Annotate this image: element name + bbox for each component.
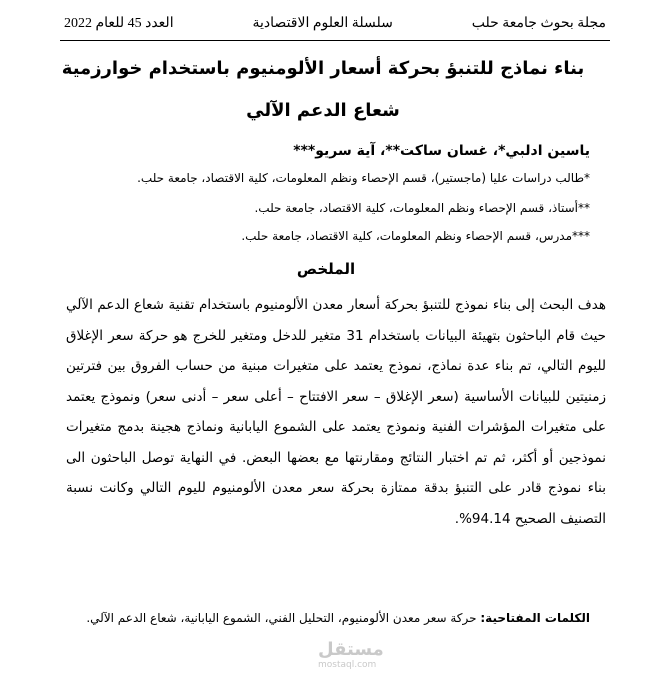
affiliation-1: *طالب دراسات عليا (ماجستير)، قسم الإحصاء ونظم المعلومات، كلية الاقتصاد، جامعة حلب. bbox=[137, 171, 590, 185]
header-rule bbox=[60, 40, 610, 41]
series-name: سلسلة العلوم الاقتصادية bbox=[252, 15, 393, 31]
abstract-heading: الملخص bbox=[296, 260, 356, 278]
affiliation-3: ***مدرس، قسم الإحصاء ونظم المعلومات، كلية الاقتصاد، جامعة حلب. bbox=[241, 229, 590, 243]
author-list: ياسين ادلبي*، غسان ساكت**، آية سريو*** bbox=[293, 143, 590, 159]
issue-info: العدد 45 للعام 2022 bbox=[64, 15, 174, 31]
journal-name: مجلة بحوث جامعة حلب bbox=[471, 15, 606, 31]
affiliation-2: **أستاذ، قسم الإحصاء ونظم المعلومات، كلية الاقتصاد، جامعة حلب. bbox=[254, 201, 590, 215]
mostaql-watermark bbox=[318, 639, 384, 670]
abstract-body: هدف البحث إلى بناء نموذج للتنبؤ بحركة أسعار معدن الألومنيوم باستخدام تقنية شعاع الدعم الآلي حيث قام الباحثون بتهيئة البيانات باستخدام 31 متغير للدخل ومتغير للخرج هو حركة سعر الإغلاق لليوم التالي، تم بناء عدة نماذج، نموذج يعتمد على متغيرات مبنية من حساب الفروق بين فترتين زمنيتين للبيانات الأساسية (سعر الإغلاق – سعر الافتتاح – أعلى سعر – أدنى سعر) ونموذج يعتمد على متغيرات المؤشرات الفنية ونموذج يعتمد على الشموع اليابانية ونماذج هجينة بدمج متغيرات نموذجين أو أكثر، ثم تم اختبار النتائج ومقارنتها مع بعضها البعض. في النهاية توصل الباحثون الى بناء نموذج قادر على التنبؤ بدقة ممتازة بحركة سعر معدن الألومنيوم لليوم التالي وكانت نسبة التصنيف الصحيح 94.14%. bbox=[66, 297, 607, 527]
keywords bbox=[60, 611, 590, 625]
running-header bbox=[64, 10, 606, 36]
keywords-label: الكلمات المفتاحية: bbox=[480, 611, 590, 625]
watermark-sub: mostaql.com bbox=[318, 660, 377, 670]
paper-title-line-2: شعاع الدعم الآلي bbox=[246, 100, 400, 121]
keywords-text: حركة سعر معدن الألومنيوم، التحليل الفني، الشموع اليابانية، شعاع الدعم الآلي. bbox=[86, 611, 477, 625]
watermark-main: مستقل bbox=[318, 639, 384, 660]
paper-title-line-1: بناء نماذج للتنبؤ بحركة أسعار الألومنيوم باستخدام خوارزمية bbox=[61, 58, 585, 79]
